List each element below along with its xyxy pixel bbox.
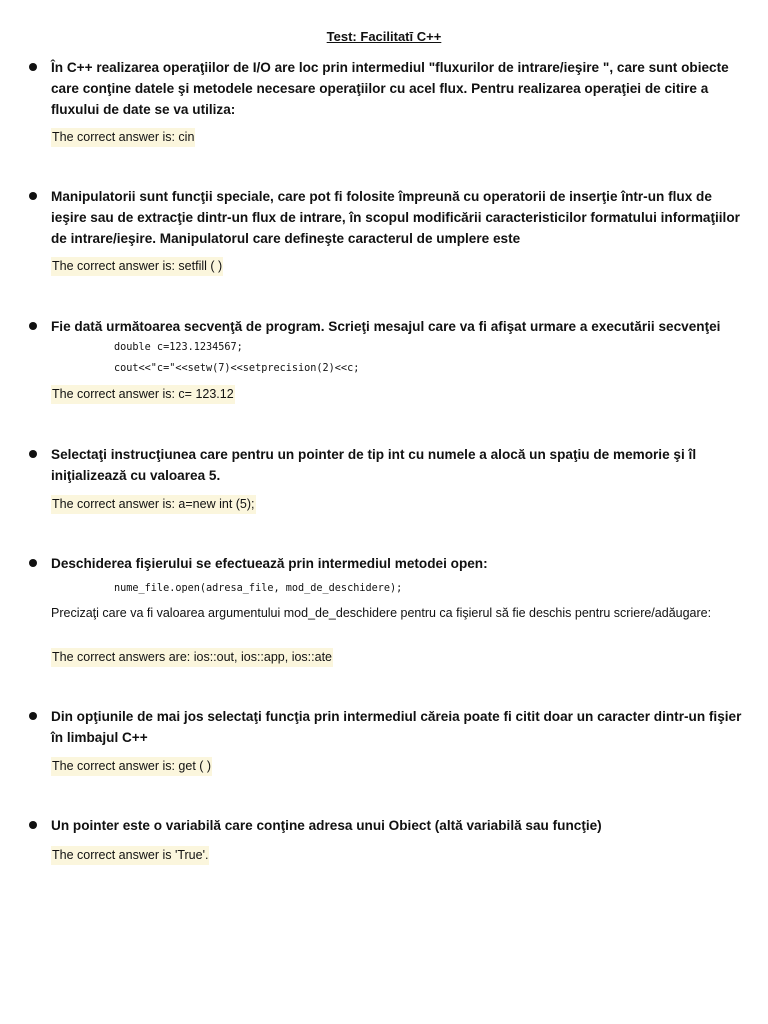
question-6-answer: The correct answer is: get ( ) — [51, 757, 212, 776]
question-1-answer: The correct answer is: cin — [51, 128, 195, 147]
question-2-text: Manipulatorii sunt funcţii speciale, care pot fi folosite împreună cu operatorii de inserţie într-un flux de ieşire sau de extracţie dintr-un flux de intrare, în scopul modificării caracteristicilor formatului informaţiilor de intrare/ieşire. Manipulatorul care defineşte caracterul de umplere este — [51, 189, 740, 246]
question-5-answer: The correct answers are: ios::out, ios::app, ios::ate — [51, 648, 333, 667]
bullet-icon — [29, 712, 37, 720]
question-7-answer: The correct answer is 'True'. — [51, 846, 209, 865]
question-4-text: Selectaţi instrucţiunea care pentru un pointer de tip int cu numele a alocă un spaţiu de memorie şi îl iniţializează cu valoarea 5. — [51, 447, 697, 483]
bullet-icon — [29, 559, 37, 567]
question-3-code-line-1: double c=123.1234567; — [114, 342, 243, 353]
question-5-code-line-1: nume_file.open(adresa_file, mod_de_deschidere); — [114, 583, 403, 594]
document-title: Test: Facilitatī C++ — [326, 29, 442, 44]
question-7-text: Un pointer este o variabilă care conţine adresa unui Obiect (altă variabilă sau funcţie) — [51, 818, 602, 833]
bullet-icon — [29, 63, 37, 71]
question-6-text: Din opţiunile de mai jos selectaţi funcţia prin intermediul căreia poate fi citit doar un caracter dintr-un fişier în limbajul C++ — [51, 709, 742, 745]
bullet-icon — [29, 450, 37, 458]
question-5-note: Precizaţi care va fi valoarea argumentului mod_de_deschidere pentru ca fişierul să fie deschis pentru scriere/adăugare: — [51, 606, 712, 620]
question-4-answer: The correct answer is: a=new int (5); — [51, 495, 256, 514]
question-1-text: În C++ realizarea operaţiilor de I/O are loc prin intermediul "fluxurilor de intrare/ieşire ", care sunt obiecte care conţine datele şi metodele necesare operaţiilor cu acel flux. Pentru realizarea operaţiei de citire a fluxului de date se va utiliza: — [51, 60, 729, 117]
bullet-icon — [29, 322, 37, 330]
bullet-icon — [29, 821, 37, 829]
question-3-text: Fie dată următoarea secvenţă de program. Scrieţi mesajul care va fi afişat urmare a executării secvenţei — [51, 319, 721, 334]
question-2-answer: The correct answer is: setfill ( ) — [51, 257, 223, 276]
question-3-code-line-2: cout<<"c="<<setw(7)<<setprecision(2)<<c; — [114, 363, 360, 374]
bullet-icon — [29, 192, 37, 200]
question-3-answer: The correct answer is: c= 123.12 — [51, 385, 235, 404]
question-5-text: Deschiderea fişierului se efectuează prin intermediul metodei open: — [51, 556, 488, 571]
